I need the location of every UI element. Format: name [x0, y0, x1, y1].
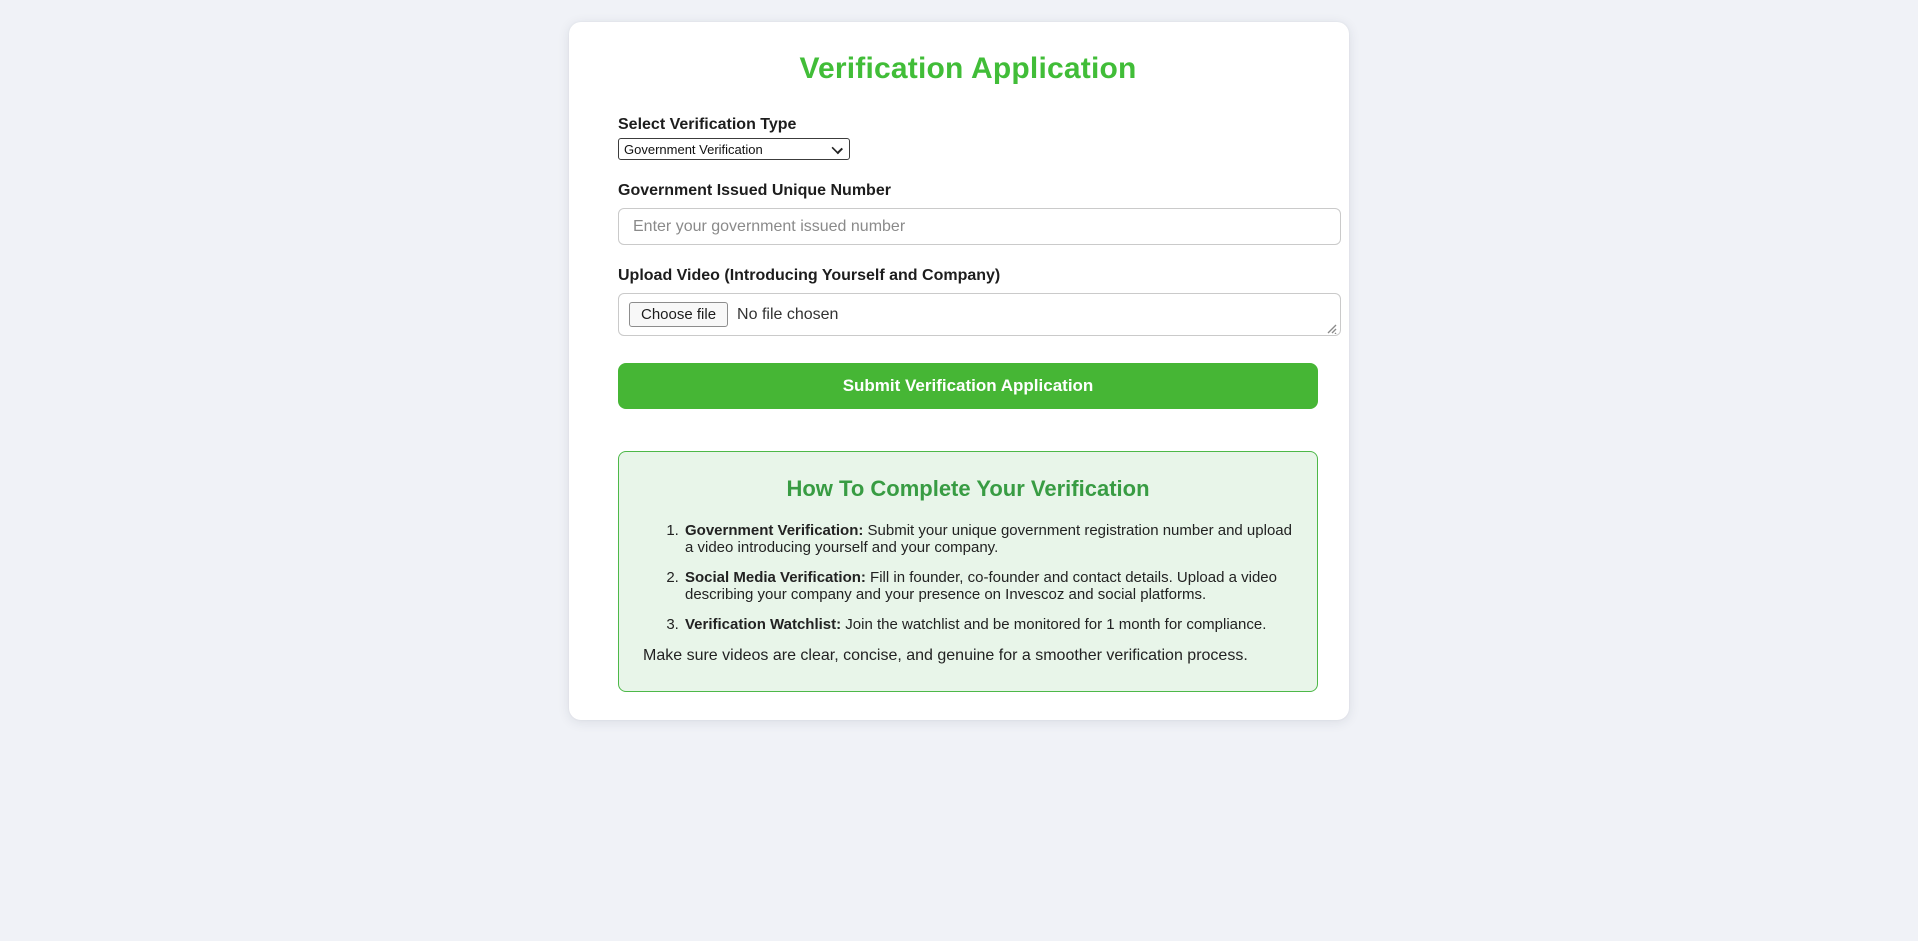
- verification-type-label: Select Verification Type: [618, 116, 797, 133]
- verification-type-select[interactable]: [618, 138, 850, 160]
- submit-verification-button[interactable]: Submit Verification Application: [618, 363, 1318, 409]
- step-social-media-verification: 2. Social Media Verification: Fill in founder, co-founder and contact details. Upload a video describing your company and your presence on Invescoz and social platforms.: [683, 569, 1293, 603]
- government-number-label: Government Issued Unique Number: [618, 182, 891, 199]
- resize-grip-icon[interactable]: [1326, 321, 1337, 332]
- verification-application-card: [569, 22, 1349, 720]
- info-note: Make sure videos are clear, concise, and genuine for a smoother verification process.: [643, 647, 1248, 664]
- verification-steps-list: [643, 522, 1293, 633]
- upload-video-label: Upload Video (Introducing Yourself and Company): [618, 267, 1001, 284]
- choose-file-button[interactable]: Choose file: [629, 302, 728, 327]
- video-file-input[interactable]: [618, 293, 1341, 336]
- verification-type-select-wrap: [618, 138, 850, 160]
- info-box-title: How To Complete Your Verification: [786, 476, 1150, 501]
- file-status-text: No file chosen: [737, 305, 839, 323]
- government-number-input[interactable]: [618, 208, 1341, 245]
- step-verification-watchlist: 3. Verification Watchlist: Join the watchlist and be monitored for 1 month for compliance.: [683, 616, 1293, 633]
- how-to-info-box: [618, 451, 1318, 692]
- step-government-verification: 1. Government Verification: Submit your unique government registration number and upload a video introducing yourself and your company.: [683, 522, 1293, 556]
- page-title: Verification Application: [799, 52, 1137, 85]
